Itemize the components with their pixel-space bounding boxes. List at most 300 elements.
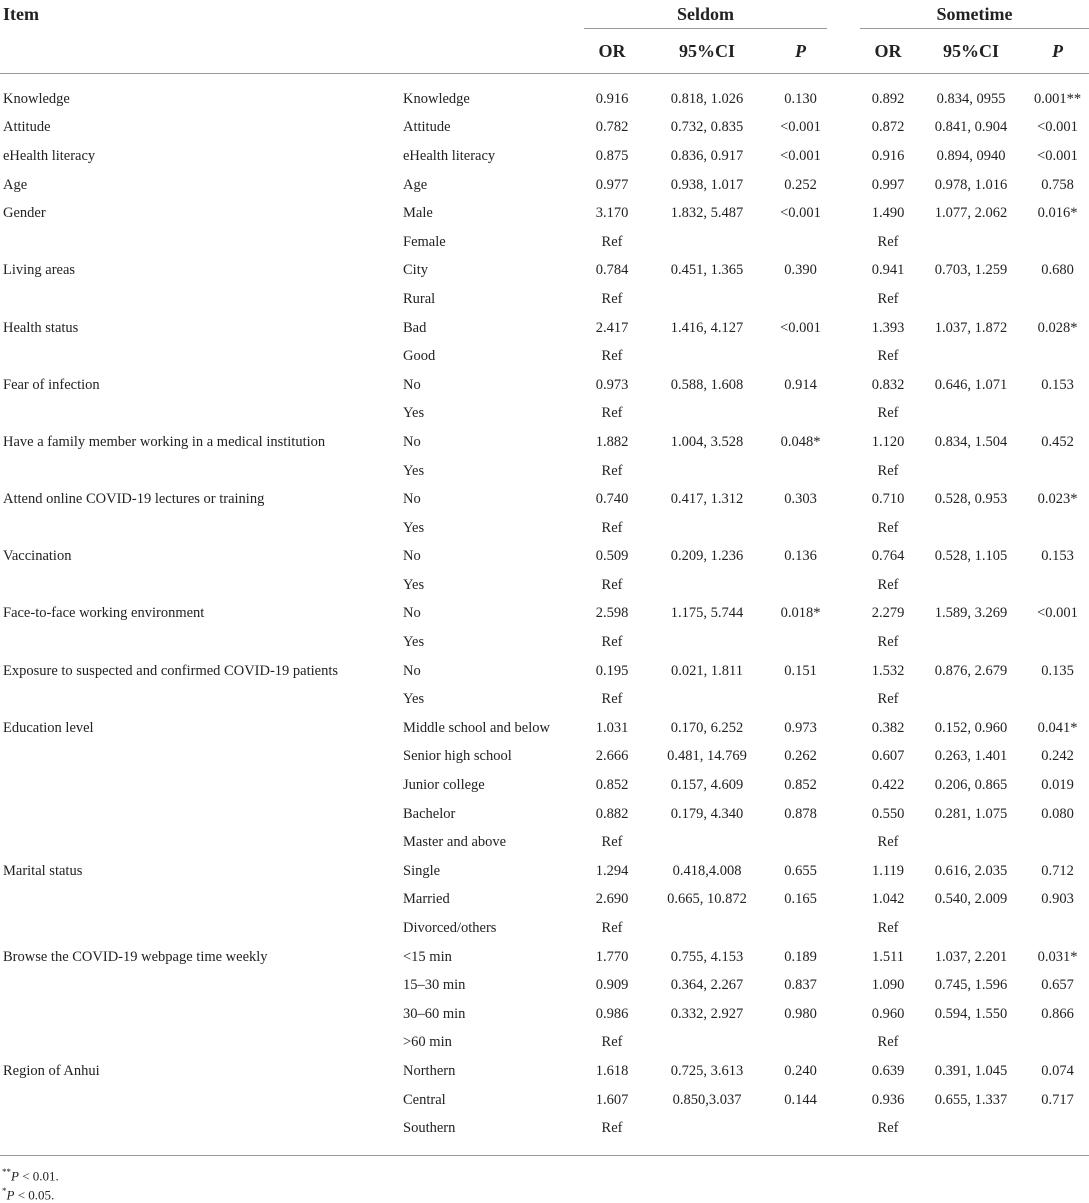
p-sometime: 0.153 [1041, 548, 1074, 565]
or-sometime: Ref [877, 691, 899, 708]
subgroup-label: Yes [403, 691, 425, 708]
p-seldom [774, 285, 827, 314]
seldom-header: Seldom [584, 0, 827, 29]
table-row [0, 771, 1089, 800]
item-label: Gender [3, 205, 46, 222]
ci-sometime [916, 685, 1026, 714]
ci-sometime [916, 571, 1026, 600]
ci-seldom: 0.836, 0.917 [670, 147, 744, 164]
footnote-rule [0, 1155, 1089, 1156]
table-row [0, 485, 1089, 514]
item-label [0, 886, 400, 915]
item-label [0, 628, 400, 657]
subgroup-label: Rural [403, 290, 436, 307]
or-sometime: 0.960 [871, 1005, 905, 1022]
or-sometime: Ref [877, 634, 899, 651]
ci-seldom [640, 400, 774, 429]
table-row [0, 914, 1089, 943]
p-sometime [1026, 914, 1089, 943]
ci-sometime: 0.528, 0.953 [934, 491, 1008, 508]
p-sometime: 0.028* [1037, 319, 1078, 336]
subgroup-label: Senior high school [403, 748, 512, 765]
p-seldom [774, 828, 827, 857]
ci-sometime: 0.703, 1.259 [934, 262, 1008, 279]
ci-sometime: 1.037, 2.201 [934, 948, 1008, 965]
or-sometime: 1.119 [871, 862, 905, 879]
or-seldom: 0.916 [595, 90, 629, 107]
item-label: Face-to-face working environment [3, 605, 205, 622]
p-seldom: 0.980 [784, 1005, 817, 1022]
ci-seldom [640, 828, 774, 857]
table-row [0, 743, 1089, 772]
ci-sometime: 0.834, 1.504 [934, 433, 1008, 450]
p-seldom: <0.001 [780, 205, 821, 222]
table-row [0, 171, 1089, 200]
table-row [0, 971, 1089, 1000]
or-seldom: 1.618 [595, 1062, 629, 1079]
or-seldom: 2.598 [595, 605, 629, 622]
table-row [0, 342, 1089, 371]
or-seldom: 0.195 [595, 662, 629, 679]
header-row-columns [0, 29, 1089, 74]
table-row [0, 371, 1089, 400]
p-sometime: <0.001 [1037, 605, 1078, 622]
or-seldom: Ref [601, 405, 623, 422]
or-seldom: Ref [601, 834, 623, 851]
ci-sometime: 0.528, 1.105 [934, 548, 1008, 565]
or-seldom: 0.977 [595, 176, 629, 193]
subgroup-label: Northern [403, 1062, 456, 1079]
ci-sometime: 0.978, 1.016 [934, 176, 1008, 193]
or-seldom: 0.852 [595, 777, 629, 794]
ci-seldom: 0.332, 2.927 [670, 1005, 744, 1022]
item-label [0, 285, 400, 314]
or-sometime: 0.550 [871, 805, 905, 822]
or-sometime: 0.639 [871, 1062, 905, 1079]
or-sometime: Ref [877, 519, 899, 536]
subgroup-label: Southern [403, 1120, 456, 1137]
subgroup-label: Knowledge [403, 90, 470, 107]
or-sometime: 0.710 [871, 491, 905, 508]
or-seldom: Ref [601, 519, 623, 536]
table-row [0, 428, 1089, 457]
p-seldom: 0.165 [784, 891, 817, 908]
item-label [0, 771, 400, 800]
ci-sometime: 0.391, 1.045 [934, 1062, 1008, 1079]
ci-header-sometime: 95%CI [916, 29, 1026, 74]
ci-sometime: 0.894, 0940 [936, 147, 1006, 164]
p-seldom [774, 628, 827, 657]
or-sometime: Ref [877, 462, 899, 479]
table-row [0, 571, 1089, 600]
ci-sometime [916, 457, 1026, 486]
table-row [0, 1114, 1089, 1143]
item-label: Browse the COVID-19 webpage time weekly [3, 948, 268, 965]
or-seldom: 0.909 [595, 977, 629, 994]
item-label [0, 828, 400, 857]
table-row [0, 657, 1089, 686]
table-row [0, 886, 1089, 915]
p-sometime [1026, 828, 1089, 857]
p-seldom [774, 342, 827, 371]
ci-seldom: 0.818, 1.026 [670, 90, 744, 107]
or-seldom: 0.875 [595, 147, 629, 164]
ci-sometime: 0.745, 1.596 [934, 977, 1008, 994]
item-label [0, 228, 400, 257]
p-sometime [1026, 342, 1089, 371]
ci-seldom: 0.938, 1.017 [670, 176, 744, 193]
or-seldom: Ref [601, 576, 623, 593]
subgroup-label: Single [403, 862, 441, 879]
subgroup-label: Master and above [403, 834, 507, 851]
header-row-groups [0, 0, 1089, 29]
p-seldom: 0.144 [784, 1091, 817, 1108]
ci-sometime [916, 514, 1026, 543]
p-seldom: 0.390 [784, 262, 817, 279]
item-label [0, 514, 400, 543]
p-sometime: 0.135 [1041, 662, 1074, 679]
subgroup-label: Married [403, 891, 450, 908]
table-row [0, 85, 1089, 114]
or-seldom: Ref [601, 691, 623, 708]
or-sometime: Ref [877, 348, 899, 365]
p-seldom: <0.001 [780, 319, 821, 336]
p-seldom: 0.151 [784, 662, 817, 679]
table-row [0, 1057, 1089, 1086]
table-row [0, 943, 1089, 972]
table-row [0, 1086, 1089, 1115]
p-seldom: 0.914 [784, 376, 817, 393]
item-label [0, 1086, 400, 1115]
ci-sometime [916, 914, 1026, 943]
or-seldom: 0.986 [595, 1005, 629, 1022]
ci-seldom: 0.417, 1.312 [670, 491, 744, 508]
subgroup-label: Yes [403, 634, 425, 651]
or-sometime: 2.279 [871, 605, 905, 622]
p-sometime [1026, 514, 1089, 543]
table-row [0, 1029, 1089, 1058]
subgroup-label: Good [403, 348, 436, 365]
table-row [0, 228, 1089, 257]
item-label [0, 914, 400, 943]
or-seldom: 0.882 [595, 805, 629, 822]
p-seldom: 0.136 [784, 548, 817, 565]
table-row [0, 714, 1089, 743]
or-seldom: Ref [601, 634, 623, 651]
ci-seldom: 0.850,3.037 [672, 1091, 742, 1108]
table-row [0, 457, 1089, 486]
or-seldom: 1.770 [595, 948, 629, 965]
item-label [0, 457, 400, 486]
ci-sometime [916, 1114, 1026, 1143]
subgroup-label: No [403, 491, 421, 508]
item-label [0, 1029, 400, 1058]
item-label: Health status [3, 319, 79, 336]
subgroup-label: Yes [403, 519, 425, 536]
item-label: Fear of infection [3, 376, 100, 393]
or-sometime: Ref [877, 290, 899, 307]
subgroup-label: Junior college [403, 777, 485, 794]
ci-seldom [640, 457, 774, 486]
or-sometime: Ref [877, 834, 899, 851]
or-seldom: 0.784 [595, 262, 629, 279]
ci-sometime: 1.037, 1.872 [934, 319, 1008, 336]
p-seldom [774, 685, 827, 714]
or-seldom: Ref [601, 290, 623, 307]
or-sometime: Ref [877, 920, 899, 937]
table-row [0, 142, 1089, 171]
item-label [0, 1000, 400, 1029]
or-seldom: 2.690 [595, 891, 629, 908]
p-sometime: 0.023* [1037, 491, 1078, 508]
ci-sometime: 0.841, 0.904 [934, 119, 1008, 136]
p-sometime: 0.019 [1041, 777, 1074, 794]
ci-sometime: 0.281, 1.075 [934, 805, 1008, 822]
subgroup-label: Female [403, 233, 446, 250]
p-seldom [774, 457, 827, 486]
item-label: Living areas [3, 262, 76, 279]
ci-header-seldom: 95%CI [640, 29, 774, 74]
p-sometime: <0.001 [1037, 147, 1078, 164]
or-seldom: 0.509 [595, 548, 629, 565]
or-sometime: Ref [877, 576, 899, 593]
or-sometime: Ref [877, 233, 899, 250]
table-row [0, 400, 1089, 429]
p-sometime: 0.866 [1041, 1005, 1074, 1022]
or-sometime: 0.607 [871, 748, 905, 765]
ci-seldom: 0.665, 10.872 [667, 891, 747, 908]
or-sometime: 1.532 [871, 662, 905, 679]
ci-sometime [916, 228, 1026, 257]
p-sometime [1026, 571, 1089, 600]
ci-seldom [640, 1029, 774, 1058]
sometime-header: Sometime [860, 0, 1089, 29]
or-seldom: Ref [601, 1034, 623, 1051]
or-sometime: 1.120 [871, 433, 905, 450]
p-sometime [1026, 285, 1089, 314]
ci-seldom [640, 1114, 774, 1143]
p-sometime [1026, 1114, 1089, 1143]
table-row [0, 257, 1089, 286]
ci-sometime: 1.077, 2.062 [934, 205, 1008, 222]
or-seldom: 1.882 [595, 433, 629, 450]
ci-seldom: 1.416, 4.127 [670, 319, 744, 336]
subgroup-label: Bachelor [403, 805, 456, 822]
item-label [0, 342, 400, 371]
p-sometime [1026, 685, 1089, 714]
p-seldom [774, 571, 827, 600]
subgroup-label: Yes [403, 462, 425, 479]
subgroup-label: Middle school and below [403, 719, 550, 736]
subgroup-label: Divorced/others [403, 920, 497, 937]
p-header-sometime: P [1026, 29, 1089, 74]
p-sometime: 0.452 [1041, 433, 1074, 450]
item-label [0, 685, 400, 714]
p-sometime: 0.712 [1041, 862, 1074, 879]
ci-seldom: 0.418,4.008 [672, 862, 742, 879]
ci-sometime: 0.594, 1.550 [934, 1005, 1008, 1022]
subgroup-label: City [403, 262, 428, 279]
or-sometime: Ref [877, 405, 899, 422]
ci-seldom: 0.209, 1.236 [670, 548, 744, 565]
subgroup-label: 15–30 min [403, 977, 466, 994]
p-sometime: 0.031* [1037, 948, 1078, 965]
or-sometime: 0.764 [871, 548, 905, 565]
p-seldom: 0.240 [784, 1062, 817, 1079]
ci-seldom: 0.725, 3.613 [670, 1062, 744, 1079]
ci-seldom: 1.004, 3.528 [670, 433, 744, 450]
item-label: eHealth literacy [3, 147, 96, 164]
p-seldom: 0.878 [784, 805, 817, 822]
item-label: Have a family member working in a medical institution [3, 433, 326, 450]
ci-sometime [916, 285, 1026, 314]
table-row [0, 314, 1089, 343]
or-seldom: Ref [601, 462, 623, 479]
or-sometime: 1.511 [871, 948, 905, 965]
or-sometime: 1.490 [871, 205, 905, 222]
subgroup-label: No [403, 662, 421, 679]
or-seldom: 1.031 [595, 719, 629, 736]
or-seldom: Ref [601, 233, 623, 250]
p-seldom: 0.018* [780, 605, 821, 622]
item-label: Attitude [3, 119, 51, 136]
or-sometime: 0.916 [871, 147, 905, 164]
item-label [0, 971, 400, 1000]
ci-seldom: 0.755, 4.153 [670, 948, 744, 965]
subgroup-label: 30–60 min [403, 1005, 466, 1022]
p-seldom: <0.001 [780, 147, 821, 164]
p-seldom: 0.973 [784, 719, 817, 736]
item-label [0, 1114, 400, 1143]
or-sometime: 0.382 [871, 719, 905, 736]
or-sometime: 1.042 [871, 891, 905, 908]
table-row [0, 600, 1089, 629]
item-label: Vaccination [3, 548, 72, 565]
item-label: Age [3, 176, 28, 193]
or-sometime: 1.090 [871, 977, 905, 994]
subgroup-label: Yes [403, 576, 425, 593]
ci-seldom [640, 685, 774, 714]
item-label: Region of Anhui [3, 1062, 100, 1079]
ci-sometime: 0.876, 2.679 [934, 662, 1008, 679]
p-sometime [1026, 457, 1089, 486]
or-sometime: 0.941 [871, 262, 905, 279]
p-sometime: 0.074 [1041, 1062, 1074, 1079]
ci-seldom [640, 571, 774, 600]
footnote-1: **P < 0.01. [2, 1167, 59, 1184]
item-label: Marital status [3, 862, 83, 879]
p-sometime: 0.717 [1041, 1091, 1074, 1108]
table-row [0, 800, 1089, 829]
item-header: Item [3, 3, 39, 24]
subgroup-label: No [403, 605, 421, 622]
p-seldom: <0.001 [780, 119, 821, 136]
subgroup-label: eHealth literacy [403, 147, 496, 164]
p-seldom: 0.252 [784, 176, 817, 193]
p-sometime: 0.680 [1041, 262, 1074, 279]
p-seldom: 0.655 [784, 862, 817, 879]
ci-sometime: 0.646, 1.071 [934, 376, 1008, 393]
ci-seldom: 0.179, 4.340 [670, 805, 744, 822]
table-row [0, 685, 1089, 714]
p-sometime [1026, 628, 1089, 657]
or-seldom: Ref [601, 348, 623, 365]
or-seldom: 1.607 [595, 1091, 629, 1108]
ci-seldom: 0.732, 0.835 [670, 119, 744, 136]
or-sometime: Ref [877, 1034, 899, 1051]
ci-seldom [640, 628, 774, 657]
ci-sometime [916, 628, 1026, 657]
item-label [0, 800, 400, 829]
ci-sometime [916, 342, 1026, 371]
p-seldom [774, 514, 827, 543]
item-label [0, 743, 400, 772]
subgroup-label: No [403, 548, 421, 565]
item-label [0, 571, 400, 600]
ci-sometime: 0.655, 1.337 [934, 1091, 1008, 1108]
or-seldom: Ref [601, 920, 623, 937]
ci-sometime: 0.263, 1.401 [934, 748, 1008, 765]
p-seldom [774, 1114, 827, 1143]
subgroup-label: Age [403, 176, 428, 193]
p-sometime [1026, 228, 1089, 257]
or-seldom: 0.782 [595, 119, 629, 136]
ci-seldom: 0.170, 6.252 [670, 719, 744, 736]
table-row [0, 199, 1089, 228]
subgroup-label: >60 min [403, 1034, 452, 1051]
table-row [0, 1000, 1089, 1029]
subgroup-label: No [403, 376, 421, 393]
ci-seldom [640, 514, 774, 543]
ci-sometime [916, 828, 1026, 857]
table-row [0, 514, 1089, 543]
p-sometime: 0.903 [1041, 891, 1074, 908]
p-seldom: 0.837 [784, 977, 817, 994]
p-seldom: 0.303 [784, 491, 817, 508]
ci-sometime: 1.589, 3.269 [934, 605, 1008, 622]
or-seldom: 0.973 [595, 376, 629, 393]
p-sometime: 0.001** [1033, 90, 1082, 107]
subgroup-label: Bad [403, 319, 427, 336]
ci-sometime: 0.616, 2.035 [934, 862, 1008, 879]
table-row [0, 828, 1089, 857]
or-seldom: 3.170 [595, 205, 629, 222]
ci-seldom: 0.588, 1.608 [670, 376, 744, 393]
p-sometime: 0.758 [1041, 176, 1074, 193]
table-row [0, 543, 1089, 572]
item-label: Exposure to suspected and confirmed COVID-19 patients [3, 662, 339, 679]
p-seldom: 0.048* [780, 433, 821, 450]
subgroup-label: Attitude [403, 119, 451, 136]
footnote-2: *P < 0.05. [2, 1186, 55, 1203]
ci-sometime: 0.834, 0955 [936, 90, 1006, 107]
or-sometime: Ref [877, 1120, 899, 1137]
p-header-seldom: P [774, 29, 827, 74]
ci-seldom [640, 228, 774, 257]
subgroup-label: Male [403, 205, 433, 222]
ci-seldom: 0.451, 1.365 [670, 262, 744, 279]
or-header-seldom: OR [584, 29, 640, 74]
or-seldom: 2.417 [595, 319, 629, 336]
p-sometime: 0.041* [1037, 719, 1078, 736]
p-seldom [774, 228, 827, 257]
p-seldom [774, 400, 827, 429]
or-sometime: 0.892 [871, 90, 905, 107]
p-sometime: 0.016* [1037, 205, 1078, 222]
or-sometime: 0.936 [871, 1091, 905, 1108]
p-sometime: 0.657 [1041, 977, 1074, 994]
subgroup-label: <15 min [403, 948, 452, 965]
